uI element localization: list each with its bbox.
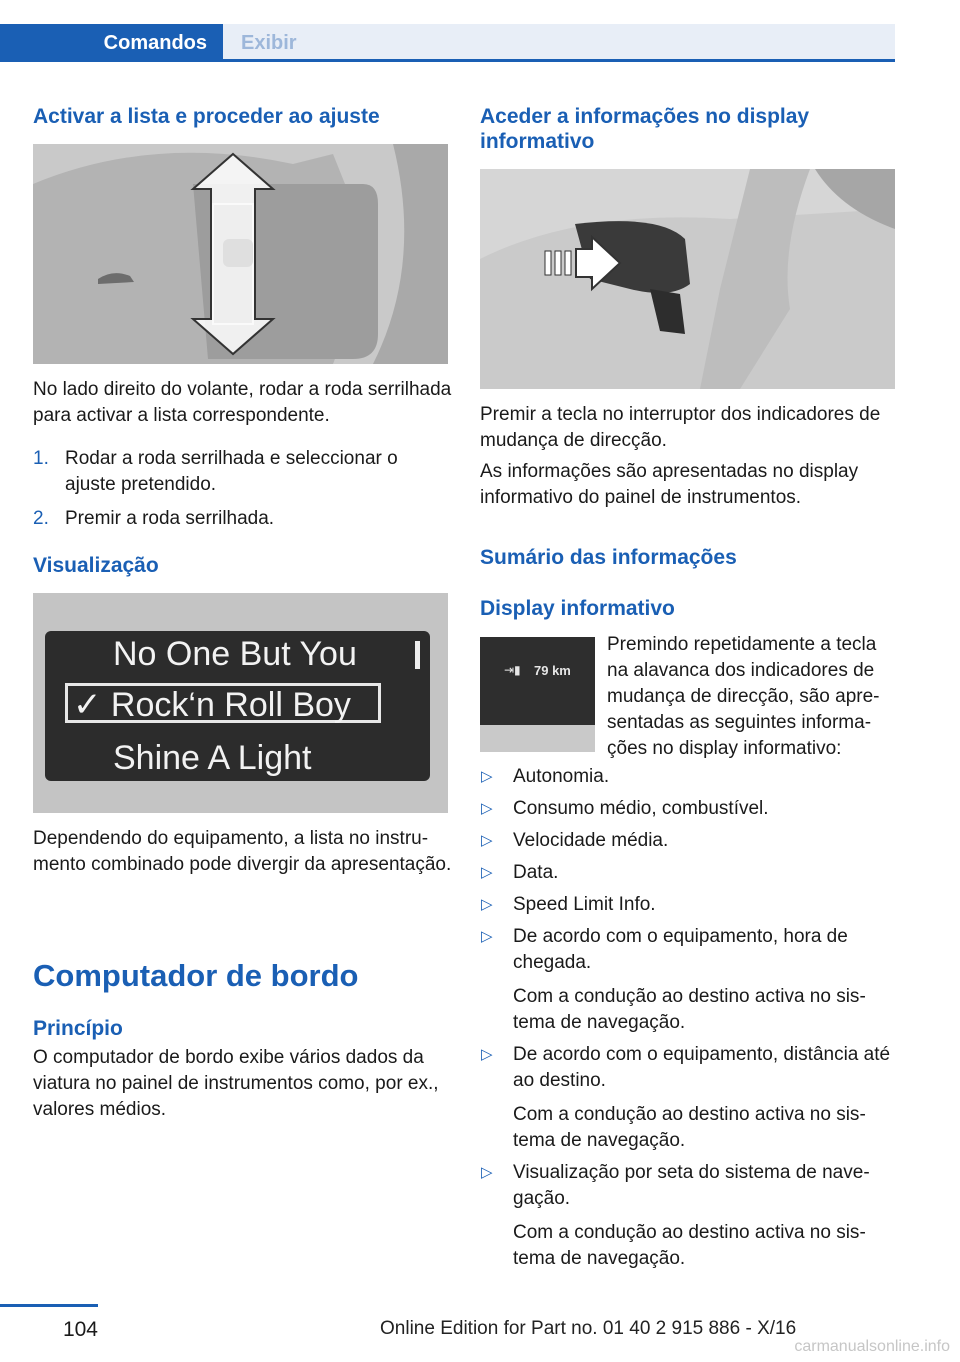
page-number: 104 bbox=[62, 1318, 98, 1341]
info-items-list bbox=[480, 764, 895, 1278]
range-readout: 79 km bbox=[534, 663, 571, 678]
item-text: Autonomia. bbox=[513, 766, 610, 787]
triangle-bullet-icon: ▷ bbox=[481, 832, 493, 849]
triangle-bullet-icon: ▷ bbox=[481, 896, 493, 913]
list-item bbox=[480, 892, 895, 918]
list-item bbox=[480, 1160, 895, 1272]
item-note: Com a condução ao destino activa no sistema de navegação. bbox=[513, 1222, 866, 1269]
triangle-bullet-icon: ▷ bbox=[481, 800, 493, 817]
range-icon: ⇥▮ bbox=[504, 663, 521, 677]
edition-note: Online Edition for Part no. 01 40 2 915 886 - X/16 bbox=[380, 1318, 797, 1339]
indicator-stalk-image bbox=[480, 169, 895, 389]
indicator-stalk-illustration bbox=[480, 169, 895, 389]
info-display-thumbnail bbox=[480, 637, 595, 752]
step-text: Rodar a roda serrilhada e seleccionar o ajuste pretendido. bbox=[65, 448, 398, 495]
step-number: 1. bbox=[33, 448, 49, 469]
triangle-bullet-icon: ▷ bbox=[481, 928, 493, 945]
section-heading-summary: Sumário das informações bbox=[480, 546, 737, 569]
section-heading-visualizacao: Visualização bbox=[33, 554, 159, 577]
item-text: Data. bbox=[513, 862, 559, 883]
item-text: Visualização por seta do sistema de navegação. bbox=[513, 1162, 870, 1209]
steps-list bbox=[33, 446, 453, 540]
chapter-heading-board-computer: Computador de bordo bbox=[33, 958, 359, 993]
section-heading-principio: Princípio bbox=[33, 1017, 123, 1040]
display-list-item: Shine A Light bbox=[113, 739, 312, 777]
item-text: Velocidade média. bbox=[513, 830, 669, 851]
display-list-item: No One But You bbox=[113, 635, 357, 673]
item-text: De acordo com o equipamento, distância até ao destino. bbox=[513, 1044, 891, 1091]
triangle-bullet-icon: ▷ bbox=[481, 1164, 493, 1181]
tab-exibir[interactable] bbox=[223, 24, 895, 62]
footer-rule bbox=[0, 1304, 98, 1307]
paragraph-board-computer: O computador de bordo exibe vários dados da viatura no painel de instrumentos como, por ex., valores médios. bbox=[33, 1047, 439, 1120]
steering-wheel-image bbox=[33, 144, 448, 364]
triangle-bullet-icon: ▷ bbox=[481, 768, 493, 785]
triangle-bullet-icon: ▷ bbox=[481, 1046, 493, 1063]
tab-comandos[interactable] bbox=[0, 24, 223, 62]
display-scrollbar bbox=[415, 641, 420, 669]
tab-exibir-label: Exibir bbox=[241, 31, 297, 54]
item-note: Com a condução ao destino activa no sistema de navegação. bbox=[513, 1104, 866, 1151]
section-heading-activate-list: Activar a lista e proceder ao ajuste bbox=[33, 105, 380, 128]
header-rule bbox=[223, 59, 895, 62]
list-item bbox=[480, 764, 895, 790]
list-item bbox=[480, 924, 895, 1036]
paragraph-press-key: Premir a tecla no interruptor dos indicadores de mudança de direcção. bbox=[480, 404, 881, 451]
info-display-screen bbox=[480, 637, 595, 725]
list-item bbox=[480, 1042, 895, 1154]
watermark: carmanualsonline.info bbox=[794, 1338, 950, 1355]
item-note: Com a condução ao destino activa no sistema de navegação. bbox=[513, 986, 866, 1033]
step-text: Premir a roda serrilhada. bbox=[65, 508, 275, 529]
steering-wheel-illustration bbox=[33, 144, 448, 364]
paragraph-info-shown: As informações são apresentadas no display informativo do painel de instrumentos. bbox=[480, 461, 859, 508]
display-list-item-selected: ✓ Rock‘n Roll Boy bbox=[73, 686, 351, 724]
list-item bbox=[480, 796, 895, 822]
item-text: Speed Limit Info. bbox=[513, 894, 656, 915]
paragraph-equipment-note: Dependendo do equipamento, a lista no instrumento combinado pode divergir da apresentação. bbox=[33, 828, 452, 875]
triangle-bullet-icon: ▷ bbox=[481, 864, 493, 881]
section-heading-access-info: Aceder a informações no display informativo bbox=[480, 105, 810, 153]
section-heading-display: Display informativo bbox=[480, 597, 675, 620]
paragraph-repeated-press: Premindo repetidamente a tecla na alavanca dos indicadores de mudança de direcção, são apresentadas as seguintes informações no display informativo: bbox=[607, 634, 880, 759]
list-item bbox=[480, 828, 895, 854]
tab-comandos-label: Comandos bbox=[103, 31, 207, 54]
paragraph-wheel-info: No lado direito do volante, rodar a roda serrilhada para activar a lista correspondente. bbox=[33, 379, 452, 426]
display-list-image bbox=[33, 593, 448, 813]
item-text: De acordo com o equipamento, hora de chegada. bbox=[513, 926, 848, 973]
list-item bbox=[33, 506, 453, 532]
display-screen bbox=[45, 631, 430, 781]
list-item bbox=[33, 446, 453, 498]
list-item bbox=[480, 860, 895, 886]
item-text: Consumo médio, combustível. bbox=[513, 798, 769, 819]
step-number: 2. bbox=[33, 508, 49, 529]
